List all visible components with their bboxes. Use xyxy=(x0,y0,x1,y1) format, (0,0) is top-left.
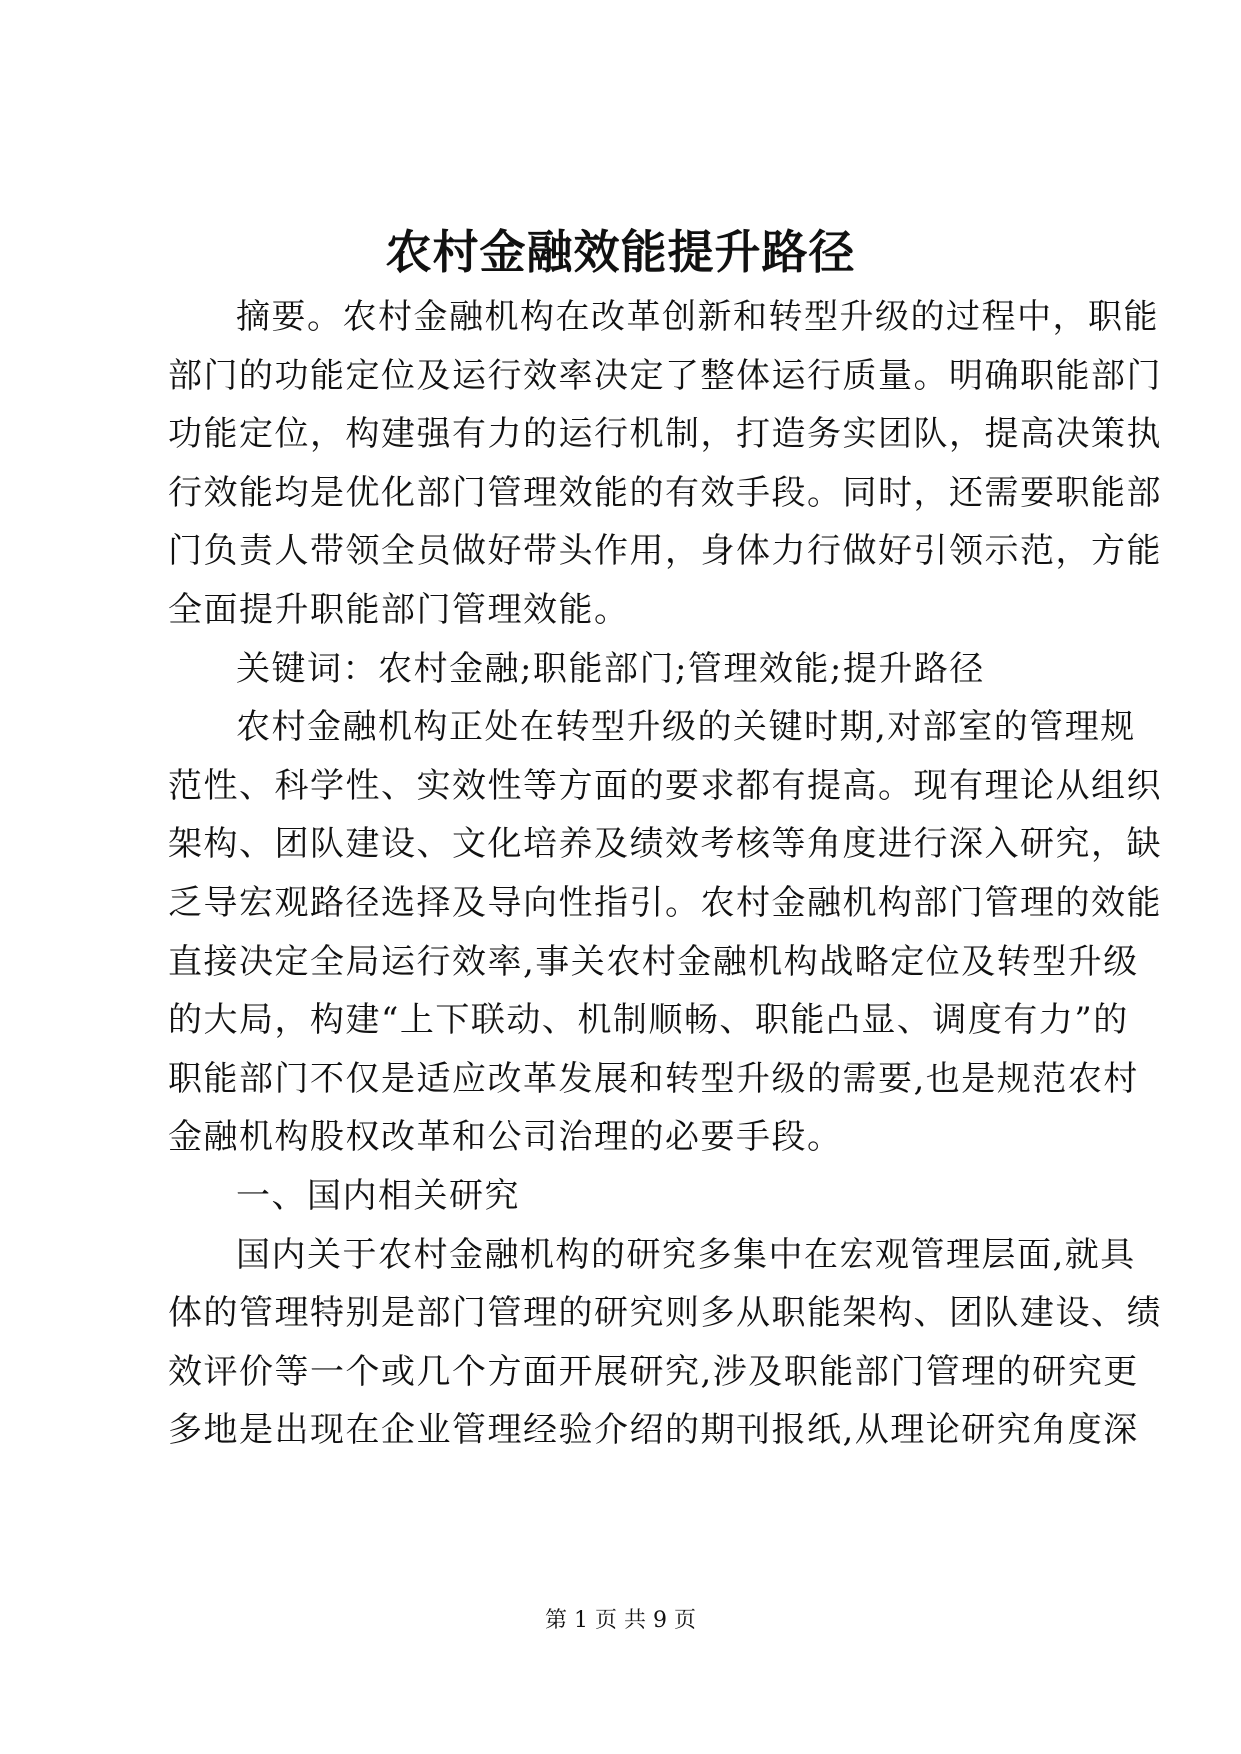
text-line: 功能定位，构建强有力的运行机制，打造务实团队，提高决策执 xyxy=(168,414,1162,455)
text-line: 效评价等一个或几个方面开展研究,涉及职能部门管理的研究更 xyxy=(168,1351,1139,1392)
section-heading xyxy=(168,1167,1080,1226)
document-title: 农村金融效能提升路径 xyxy=(385,225,856,279)
document-body xyxy=(168,288,1162,1460)
text-line: 范性、科学性、实效性等方面的要求都有提高。现有理论从组织 xyxy=(168,765,1162,806)
text-line: 多地是出现在企业管理经验介绍的期刊报纸,从理论研究角度深 xyxy=(168,1410,1139,1451)
text-line: 体的管理特别是部门管理的研究则多从职能架构、团队建设、绩 xyxy=(168,1293,1162,1334)
abstract-paragraph xyxy=(168,288,1162,640)
page-footer: 第 1 页 共 9 页 xyxy=(545,1608,696,1633)
text-line: 金融机构股权改革和公司治理的必要手段。 xyxy=(168,1117,843,1158)
text-line: 一、国内相关研究 xyxy=(236,1175,520,1216)
text-line: 职能部门不仅是适应改革发展和转型升级的需要,也是规范农村 xyxy=(168,1058,1139,1099)
text-line: 乏导宏观路径选择及导向性指引。农村金融机构部门管理的效能 xyxy=(168,882,1162,923)
text-line: 国内关于农村金融机构的研究多集中在宏观管理层面,就具 xyxy=(236,1234,1136,1275)
text-line: 的大局，构建“上下联动、机制顺畅、职能凸显、调度有力”的 xyxy=(168,1000,1129,1041)
research-paragraph xyxy=(168,1226,1162,1460)
text-line: 农村金融机构正处在转型升级的关键时期,对部室的管理规 xyxy=(236,707,1136,748)
text-line: 关键词：农村金融;职能部门;管理效能;提升路径 xyxy=(236,648,985,689)
keywords-paragraph xyxy=(168,640,1080,699)
text-line: 部门的功能定位及运行效率决定了整体运行质量。明确职能部门 xyxy=(168,355,1162,396)
intro-paragraph xyxy=(168,698,1162,1167)
text-line: 架构、团队建设、文化培养及绩效考核等角度进行深入研究，缺 xyxy=(168,824,1162,865)
text-line: 全面提升职能部门管理效能。 xyxy=(168,589,630,630)
text-line: 摘要。农村金融机构在改革创新和转型升级的过程中，职能 xyxy=(236,297,1159,337)
text-line: 直接决定全局运行效率,事关农村金融机构战略定位及转型升级 xyxy=(168,941,1139,982)
text-line: 门负责人带领全员做好带头作用，身体力行做好引领示范，方能 xyxy=(168,531,1162,572)
text-line: 行效能均是优化部门管理效能的有效手段。同时，还需要职能部 xyxy=(168,472,1162,513)
